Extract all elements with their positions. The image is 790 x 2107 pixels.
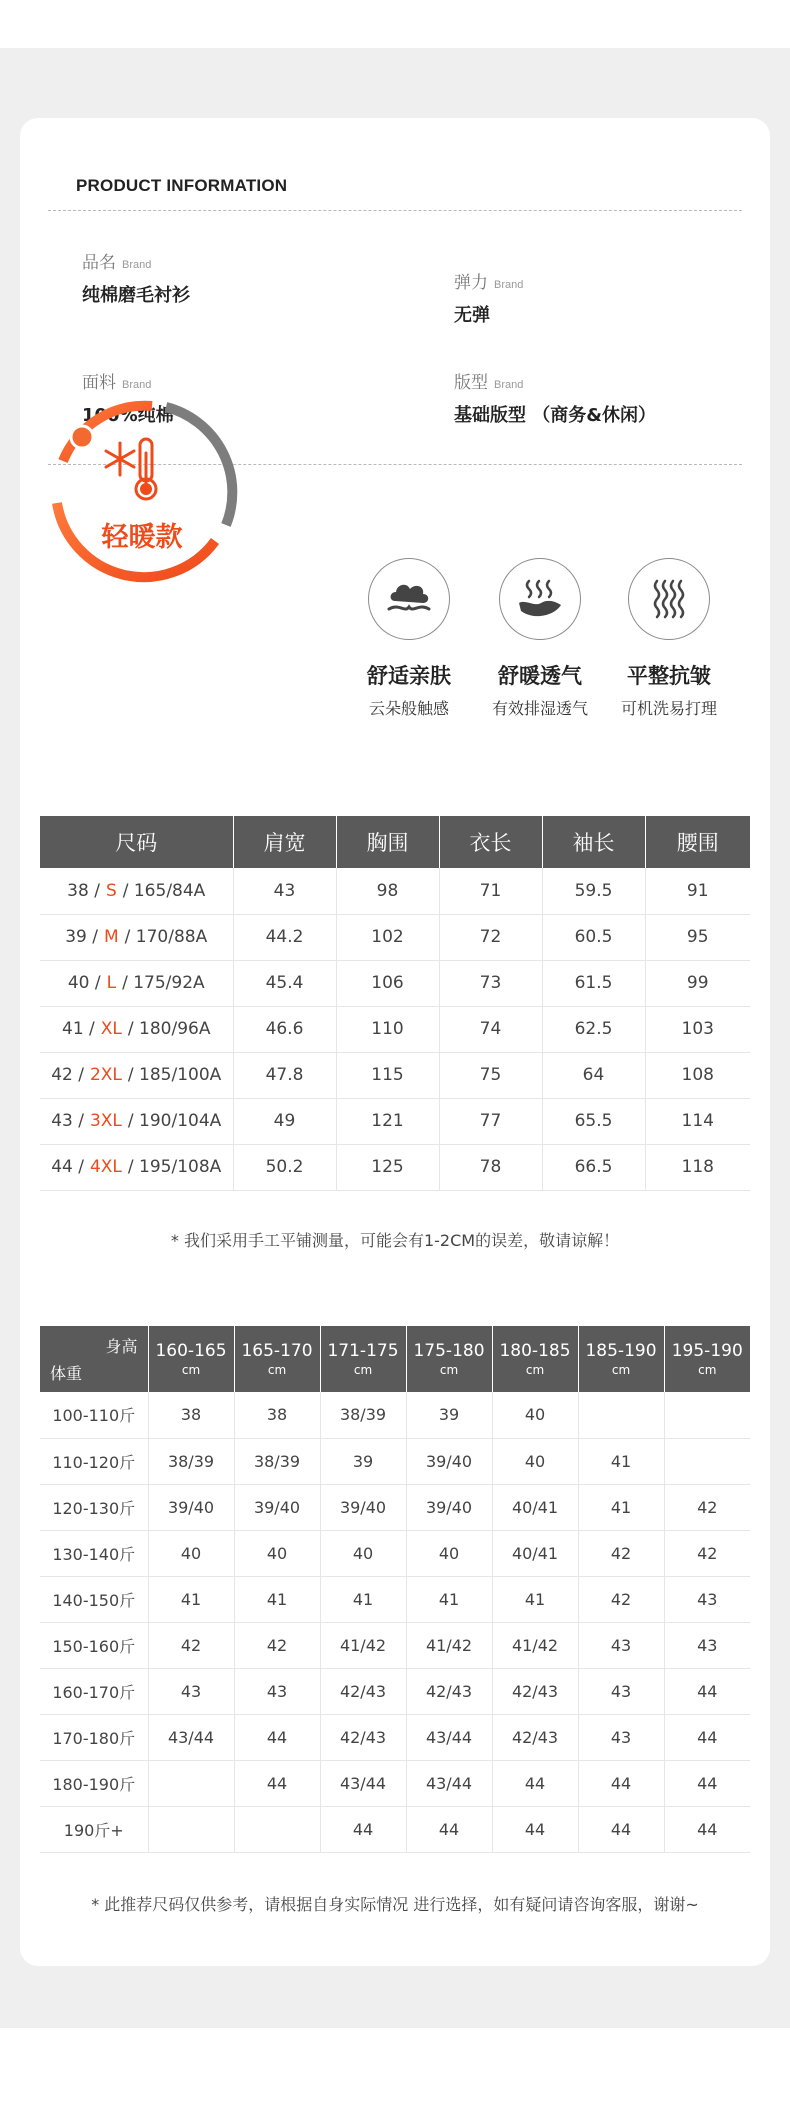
size-label: XL bbox=[100, 1019, 122, 1039]
weight-cell: 110-120斤 bbox=[40, 1438, 148, 1484]
table-cell: 43/44 bbox=[406, 1760, 492, 1806]
cloud-skin-icon bbox=[368, 558, 450, 640]
height-range: 185-190 bbox=[585, 1341, 657, 1361]
table-cell: 42/43 bbox=[492, 1668, 578, 1714]
table-cell: 60.5 bbox=[542, 914, 645, 960]
table-cell: 40 bbox=[320, 1530, 406, 1576]
feature-title: 舒适亲肤 bbox=[367, 664, 451, 688]
recommend-table-header bbox=[40, 1326, 750, 1392]
height-unit: cm bbox=[267, 1363, 287, 1377]
fabric-wave-icon bbox=[628, 558, 710, 640]
table-cell: 43 bbox=[578, 1714, 664, 1760]
table-cell: 47.8 bbox=[233, 1052, 336, 1098]
height-range: 180-185 bbox=[499, 1341, 571, 1361]
table-cell: 65.5 bbox=[542, 1098, 645, 1144]
height-unit: cm bbox=[611, 1363, 631, 1377]
table-cell: 44 bbox=[492, 1806, 578, 1852]
corner-height-label: 身高 bbox=[105, 1337, 138, 1356]
height-header-cell bbox=[320, 1326, 406, 1392]
table-cell bbox=[148, 1806, 234, 1852]
table-cell: 43 bbox=[233, 868, 336, 914]
table-cell: 43 bbox=[578, 1668, 664, 1714]
weight-cell: 160-170斤 bbox=[40, 1668, 148, 1714]
feature-comfort bbox=[345, 558, 473, 719]
table-cell: 78 bbox=[439, 1144, 542, 1190]
table-cell: 71 bbox=[439, 868, 542, 914]
size-spec: / 175/92A bbox=[122, 973, 205, 993]
table-cell: 42 bbox=[664, 1530, 750, 1576]
table-cell: 44 bbox=[320, 1806, 406, 1852]
table-cell: 39/40 bbox=[406, 1484, 492, 1530]
header-cell: 腰围 bbox=[645, 816, 750, 868]
feature-title: 舒暖透气 bbox=[498, 664, 582, 688]
steam-icon bbox=[499, 558, 581, 640]
header-cell: 尺码 bbox=[40, 816, 233, 868]
table-cell: 40 bbox=[492, 1438, 578, 1484]
table-cell: 103 bbox=[645, 1006, 750, 1052]
height-range: 160-165 bbox=[155, 1341, 227, 1361]
size-label: 4XL bbox=[89, 1157, 122, 1177]
table-cell: 44 bbox=[664, 1668, 750, 1714]
feature-warm-breathable bbox=[476, 558, 604, 719]
table-row bbox=[40, 960, 750, 1006]
table-cell bbox=[578, 1392, 664, 1438]
attr-fabric: 面料 Brand 100%纯棉 bbox=[82, 373, 174, 426]
table-cell: 40 bbox=[148, 1530, 234, 1576]
table-cell: 38 bbox=[148, 1392, 234, 1438]
height-unit: cm bbox=[353, 1363, 373, 1377]
table-cell: 40 bbox=[406, 1530, 492, 1576]
table-cell: 42/43 bbox=[320, 1668, 406, 1714]
table-cell: 75 bbox=[439, 1052, 542, 1098]
size-label: 3XL bbox=[89, 1111, 122, 1131]
table-cell: 46.6 bbox=[233, 1006, 336, 1052]
table-cell bbox=[664, 1438, 750, 1484]
height-range: 165-170 bbox=[241, 1341, 313, 1361]
table-cell: 43 bbox=[664, 1576, 750, 1622]
size-label: M bbox=[104, 927, 119, 947]
size-spec: / 165/84A bbox=[122, 880, 206, 901]
size-table-header bbox=[40, 816, 750, 868]
feature-desc: 云朵般触感 bbox=[368, 699, 449, 718]
height-range: 171-175 bbox=[327, 1341, 399, 1361]
table-cell: 118 bbox=[645, 1144, 750, 1190]
table-cell: 42 bbox=[664, 1484, 750, 1530]
table-row bbox=[40, 1098, 750, 1144]
table-cell: 110 bbox=[336, 1006, 439, 1052]
header-cell: 肩宽 bbox=[233, 816, 336, 868]
warmth-gauge-ring bbox=[42, 395, 242, 595]
table-cell: 41 bbox=[578, 1438, 664, 1484]
table-cell: 42 bbox=[148, 1622, 234, 1668]
table-row bbox=[40, 1530, 750, 1576]
table-row bbox=[40, 1806, 750, 1852]
table-cell: 41 bbox=[320, 1576, 406, 1622]
size-cell bbox=[40, 1098, 233, 1144]
table-cell: 44 bbox=[664, 1760, 750, 1806]
weight-cell: 150-160斤 bbox=[40, 1622, 148, 1668]
height-header-cell bbox=[664, 1326, 750, 1392]
table-cell: 99 bbox=[645, 960, 750, 1006]
table-cell: 62.5 bbox=[542, 1006, 645, 1052]
table-cell: 43 bbox=[664, 1622, 750, 1668]
weight-cell: 100-110斤 bbox=[40, 1392, 148, 1438]
table-cell: 41/42 bbox=[492, 1622, 578, 1668]
table-row bbox=[40, 1006, 750, 1052]
size-cell bbox=[40, 914, 233, 960]
table-cell: 108 bbox=[645, 1052, 750, 1098]
table-cell: 106 bbox=[336, 960, 439, 1006]
weight-cell: 140-150斤 bbox=[40, 1576, 148, 1622]
table-row bbox=[40, 1668, 750, 1714]
size-cell bbox=[40, 1144, 233, 1190]
table-cell: 74 bbox=[439, 1006, 542, 1052]
table-cell: 121 bbox=[336, 1098, 439, 1144]
table-cell bbox=[664, 1392, 750, 1438]
size-spec: / 195/108A bbox=[127, 1157, 222, 1177]
table-cell: 73 bbox=[439, 960, 542, 1006]
weight-cell: 190斤+ bbox=[40, 1806, 148, 1852]
header-cell: 衣长 bbox=[439, 816, 542, 868]
table-cell: 98 bbox=[336, 868, 439, 914]
table-cell: 64 bbox=[542, 1052, 645, 1098]
table-cell: 95 bbox=[645, 914, 750, 960]
table-cell: 61.5 bbox=[542, 960, 645, 1006]
table-row bbox=[40, 1622, 750, 1668]
recommend-table bbox=[40, 1326, 750, 1853]
table-cell: 41 bbox=[492, 1576, 578, 1622]
table-cell: 44 bbox=[406, 1806, 492, 1852]
table-cell: 44 bbox=[492, 1760, 578, 1806]
table-cell: 41 bbox=[578, 1484, 664, 1530]
size-cell bbox=[40, 1052, 233, 1098]
corner-weight-label: 体重 bbox=[50, 1364, 83, 1383]
table-cell: 39/40 bbox=[234, 1484, 320, 1530]
header-cell: 袖长 bbox=[542, 816, 645, 868]
table-cell: 44 bbox=[234, 1760, 320, 1806]
height-range: 195-190 bbox=[671, 1341, 743, 1361]
attr-name: 品名 Brand 纯棉磨毛衬衫 bbox=[82, 253, 190, 306]
size-label: L bbox=[106, 973, 117, 993]
table-cell bbox=[234, 1806, 320, 1852]
size-spec: / 190/104A bbox=[127, 1111, 222, 1131]
table-cell: 44 bbox=[578, 1806, 664, 1852]
table-cell: 115 bbox=[336, 1052, 439, 1098]
size-cell bbox=[40, 1006, 233, 1052]
table-cell: 38/39 bbox=[320, 1392, 406, 1438]
table-cell: 42/43 bbox=[492, 1714, 578, 1760]
height-unit: cm bbox=[698, 1363, 717, 1377]
table-cell: 77 bbox=[439, 1098, 542, 1144]
size-note: * 我们采用手工平铺测量，可能会有1-2CM的误差，敬请谅解！ bbox=[170, 1231, 620, 1250]
table-cell: 43/44 bbox=[320, 1760, 406, 1806]
table-cell: 49 bbox=[233, 1098, 336, 1144]
divider bbox=[48, 210, 742, 211]
height-unit: cm bbox=[181, 1363, 201, 1377]
table-row bbox=[40, 1484, 750, 1530]
table-cell: 44 bbox=[578, 1760, 664, 1806]
header-cell: 胸围 bbox=[336, 816, 439, 868]
table-cell: 39/40 bbox=[320, 1484, 406, 1530]
table-cell: 66.5 bbox=[542, 1144, 645, 1190]
size-number: 38 / bbox=[67, 880, 100, 901]
size-number: 42 / bbox=[51, 1065, 84, 1085]
table-cell: 41/42 bbox=[406, 1622, 492, 1668]
feature-desc: 可机洗易打理 bbox=[620, 699, 717, 718]
table-cell: 43 bbox=[148, 1668, 234, 1714]
size-number: 43 / bbox=[51, 1111, 84, 1131]
table-cell: 44 bbox=[664, 1806, 750, 1852]
table-row bbox=[40, 914, 750, 960]
table-cell: 42 bbox=[234, 1622, 320, 1668]
height-unit: cm bbox=[525, 1363, 545, 1377]
size-spec: / 180/96A bbox=[127, 1019, 211, 1039]
size-spec: / 185/100A bbox=[127, 1065, 222, 1085]
height-header-cell bbox=[406, 1326, 492, 1392]
warmth-label: 轻暖款 bbox=[101, 522, 183, 553]
feature-anti-wrinkle bbox=[605, 558, 733, 719]
table-row bbox=[40, 1576, 750, 1622]
table-cell: 38/39 bbox=[234, 1438, 320, 1484]
gauge-indicator-dot bbox=[71, 426, 93, 448]
table-row bbox=[40, 1714, 750, 1760]
table-cell: 40/41 bbox=[492, 1484, 578, 1530]
height-range: 175-180 bbox=[413, 1341, 485, 1361]
table-cell: 41 bbox=[148, 1576, 234, 1622]
warmth-gauge bbox=[42, 395, 242, 595]
recommend-note: * 此推荐尺码仅供参考，请根据自身实际情况 进行选择，如有疑问请咨询客服，谢谢~ bbox=[91, 1895, 699, 1914]
table-row bbox=[40, 1144, 750, 1190]
size-cell bbox=[40, 868, 233, 914]
table-cell: 41/42 bbox=[320, 1622, 406, 1668]
size-number: 39 / bbox=[65, 927, 98, 947]
table-cell: 39/40 bbox=[406, 1438, 492, 1484]
product-info-title: PRODUCT INFORMATION bbox=[76, 176, 288, 195]
table-cell: 43 bbox=[578, 1622, 664, 1668]
weight-cell: 180-190斤 bbox=[40, 1760, 148, 1806]
attr-elasticity: 弹力 Brand 无弹 bbox=[454, 273, 524, 326]
table-cell: 39 bbox=[320, 1438, 406, 1484]
table-row bbox=[40, 1760, 750, 1806]
height-header-cell bbox=[578, 1326, 664, 1392]
table-cell: 91 bbox=[645, 868, 750, 914]
weight-cell: 170-180斤 bbox=[40, 1714, 148, 1760]
table-cell: 38/39 bbox=[148, 1438, 234, 1484]
size-number: 41 / bbox=[62, 1019, 95, 1039]
table-cell: 42 bbox=[578, 1576, 664, 1622]
size-number: 40 / bbox=[67, 973, 101, 993]
attr-fit: 版型 Brand 基础版型 （商务&休闲） bbox=[454, 373, 656, 426]
table-row bbox=[40, 1052, 750, 1098]
table-cell: 42/43 bbox=[320, 1714, 406, 1760]
table-cell: 50.2 bbox=[233, 1144, 336, 1190]
weight-cell: 120-130斤 bbox=[40, 1484, 148, 1530]
height-header-cell bbox=[492, 1326, 578, 1392]
table-cell: 43 bbox=[234, 1668, 320, 1714]
table-cell: 72 bbox=[439, 914, 542, 960]
feature-title: 平整抗皱 bbox=[627, 664, 711, 688]
table-cell: 102 bbox=[336, 914, 439, 960]
corner-cell bbox=[40, 1326, 148, 1392]
height-header-cell bbox=[148, 1326, 234, 1392]
table-cell: 40/41 bbox=[492, 1530, 578, 1576]
table-row bbox=[40, 868, 750, 914]
size-spec: / 170/88A bbox=[124, 927, 208, 947]
table-cell: 114 bbox=[645, 1098, 750, 1144]
table-cell: 43/44 bbox=[406, 1714, 492, 1760]
table-cell: 44 bbox=[664, 1714, 750, 1760]
weight-cell: 130-140斤 bbox=[40, 1530, 148, 1576]
size-cell bbox=[40, 960, 233, 1006]
size-label: 2XL bbox=[89, 1065, 122, 1085]
table-cell: 59.5 bbox=[542, 868, 645, 914]
table-cell: 40 bbox=[492, 1392, 578, 1438]
size-label: S bbox=[105, 880, 117, 901]
table-row bbox=[40, 1438, 750, 1484]
table-cell: 42/43 bbox=[406, 1668, 492, 1714]
table-cell: 125 bbox=[336, 1144, 439, 1190]
table-cell: 44.2 bbox=[233, 914, 336, 960]
table-cell: 41 bbox=[234, 1576, 320, 1622]
table-cell: 41 bbox=[406, 1576, 492, 1622]
table-cell: 39/40 bbox=[148, 1484, 234, 1530]
table-cell: 44 bbox=[234, 1714, 320, 1760]
feature-desc: 有效排湿透气 bbox=[491, 699, 588, 718]
height-header-cell bbox=[234, 1326, 320, 1392]
table-cell bbox=[148, 1760, 234, 1806]
table-cell: 38 bbox=[234, 1392, 320, 1438]
table-row bbox=[40, 1392, 750, 1438]
table-cell: 45.4 bbox=[233, 960, 336, 1006]
table-cell: 42 bbox=[578, 1530, 664, 1576]
table-cell: 40 bbox=[234, 1530, 320, 1576]
size-number: 44 / bbox=[51, 1157, 84, 1177]
size-table bbox=[40, 816, 750, 1191]
table-cell: 39 bbox=[406, 1392, 492, 1438]
height-unit: cm bbox=[439, 1363, 459, 1377]
table-cell: 43/44 bbox=[148, 1714, 234, 1760]
